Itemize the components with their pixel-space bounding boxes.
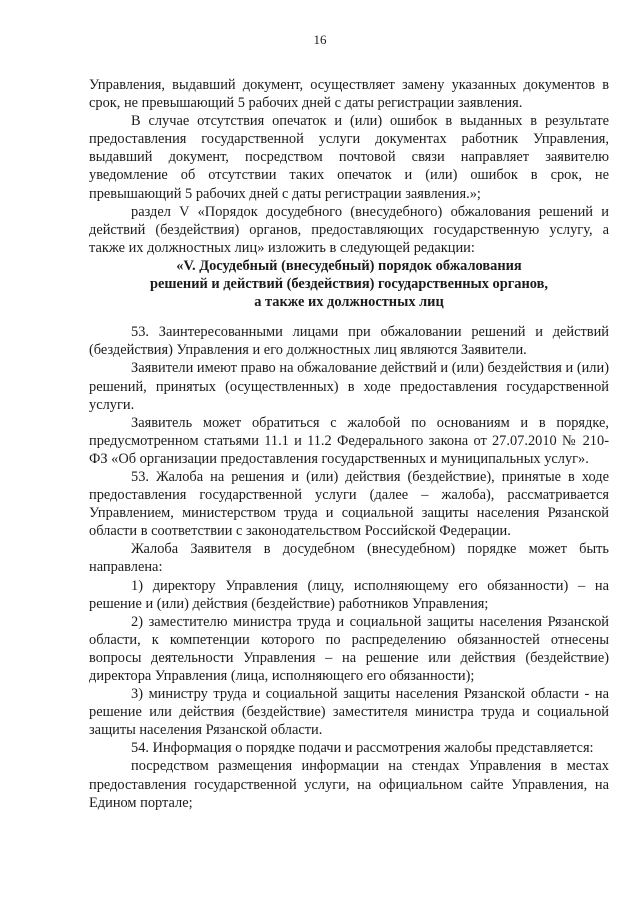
document-body <box>89 76 609 812</box>
paragraph: посредством размещения информации на стендах Управления в местах предоставления государственной услуги, на официальном сайте Управления, на Едином портале; <box>89 758 609 811</box>
spacer <box>89 311 609 323</box>
paragraph: 2) заместителю министра труда и социальной защиты населения Рязанской области, к компетенции которого по распределению обязанностей отнесены вопросы деятельности Управления – на решение или действия (бездействие) директора Управления (лица, исполняющего его обязанности); <box>89 613 609 684</box>
paragraph: В случае отсутствия опечаток и (или) ошибок в выданных в результате предоставления государственной услуги документах работник Управления, выдавший документ, посредством почтовой связи направляет заявителю уведомление об отсутствии таких опечаток и (или) ошибок в срок, не превышающий 5 рабочих дней с даты регистрации заявления.»; <box>89 113 609 202</box>
paragraph: Заявители имеют право на обжалование действий и (или) бездействия и (или) решений, принятых (осуществленных) в ходе предоставления государственной услуги. <box>89 360 609 413</box>
paragraph: Управления, выдавший документ, осуществляет замену указанных документов в срок, не превышающий 5 рабочих дней с даты регистрации заявления. <box>89 77 609 112</box>
section-heading-line: а также их должностных лиц <box>254 294 444 311</box>
paragraph: 3) министру труда и социальной защиты населения Рязанской области - на решение или действия (бездействие) заместителя министра труда и социальной защиты населения Рязанской области. <box>89 686 609 739</box>
paragraph: Жалоба Заявителя в досудебном (внесудебном) порядке может быть направлена: <box>89 541 609 576</box>
paragraph: 54. Информация о порядке подачи и рассмотрения жалобы представляется: <box>131 740 594 757</box>
section-heading-line: «V. Досудебный (внесудебный) порядок обжалования <box>176 257 522 274</box>
paragraph: раздел V «Порядок досудебного (внесудебного) обжалования решений и действий (бездействия) органов, предоставляющих государственную услугу, а также их должностных лиц» изложить в следующей редакции: <box>89 203 609 256</box>
paragraph: 1) директору Управления (лицу, исполняющему его обязанности) – на решение и (или) действия (бездействие) работников Управления; <box>89 577 609 612</box>
paragraph: 53. Жалоба на решения и (или) действия (бездействие), принятые в ходе предоставления государственной услуги (далее – жалоба), рассматривается Управлением, министерством труда и социальной защиты населения Рязанской области в соответствии с законодательством Российской Федерации. <box>89 468 609 540</box>
page-number: 16 <box>313 32 327 47</box>
section-heading <box>89 257 609 311</box>
paragraph: Заявитель может обратиться с жалобой по основаниям и в порядке, предусмотренном статьями 11.1 и 11.2 Федерального закона от 27.07.2010 № 210-ФЗ «Об организации предоставления государственных и муниципальных услуг». <box>89 414 609 467</box>
section-heading-line: решений и действий (бездействия) государственных органов, <box>149 276 548 293</box>
paragraph: 53. Заинтересованными лицами при обжаловании решений и действий (бездействия) Управления и его должностных лиц являются Заявители. <box>89 324 609 359</box>
